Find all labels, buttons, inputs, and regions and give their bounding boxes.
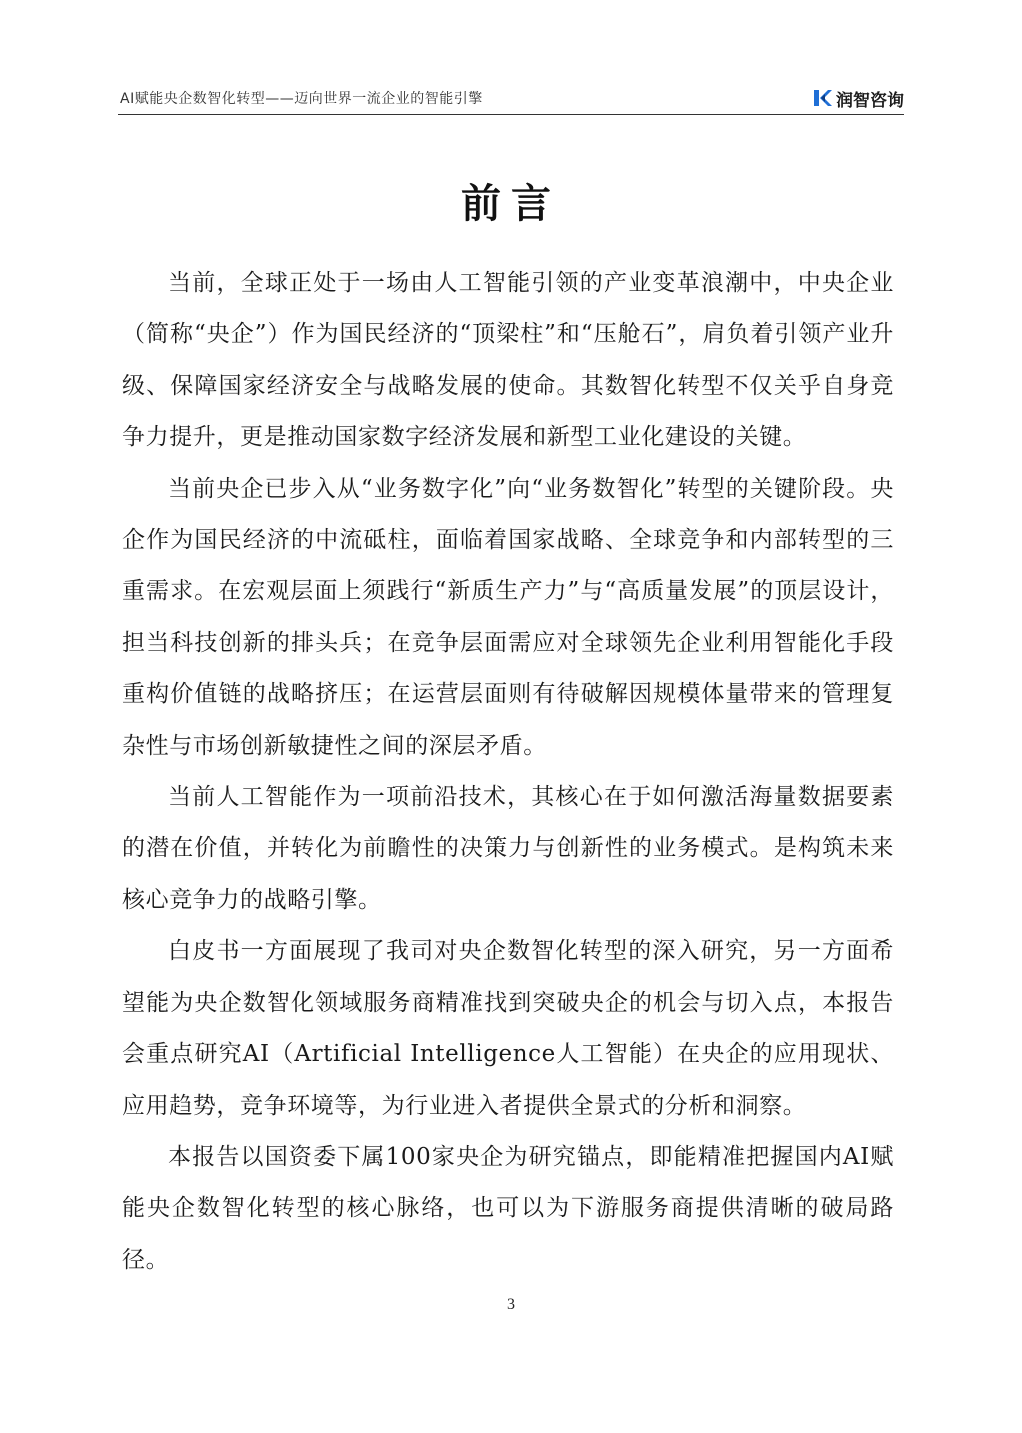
running-header <box>118 82 904 115</box>
k-mark-icon <box>811 87 833 109</box>
header-title: AI赋能央企数智化转型——迈向世界一流企业的智能引擎 <box>120 91 483 107</box>
paragraph-5: 本报告以国资委下属100家央企为研究锚点，即能精准把握国内AI赋能央企数智化转型的核心脉络，也可以为下游服务商提供清晰的破局路径。 <box>122 1143 894 1273</box>
logo-text: 润智咨询 <box>836 90 904 111</box>
body-text <box>122 258 894 1286</box>
paragraph-3: 当前人工智能作为一项前沿技术，其核心在于如何激活海量数据要素的潜在价值，并转化为前瞻性的决策力与创新性的业务模式。是构筑未来核心竞争力的战略引擎。 <box>122 784 894 913</box>
paragraph-1: 当前，全球正处于一场由人工智能引领的产业变革浪潮中，中央企业（简称“央企”）作为国民经济的“顶梁柱”和“压舱石”，肩负着引领产业升级、保障国家经济安全与战略发展的使命。其数智化转型不仅关乎自身竞争力提升，更是推动国家数字经济发展和新型工业化建设的关键。 <box>122 270 894 451</box>
paragraph-2: 当前央企已步入从“业务数字化”向“业务数智化”转型的关键阶段。央企作为国民经济的中流砥柱，面临着国家战略、全球竞争和内部转型的三重需求。在宏观层面上须践行“新质生产力”与“高质量发展”的顶层设计，担当科技创新的排头兵；在竞争层面需应对全球领先企业利用智能化手段重构价值链的战略挤压；在运营层面则有待破解因规模体量带来的管理复杂性与市场创新敏捷性之间的深层矛盾。 <box>122 475 894 759</box>
paragraph-4: 白皮书一方面展现了我司对央企数智化转型的深入研究，另一方面希望能为央企数智化领域服务商精准找到突破央企的机会与切入点，本报告会重点研究AI（Artificial Intelligence人工智能）在央企的应用现状、应用趋势，竞争环境等，为行业进入者提供全景式的分析和洞察。 <box>122 938 894 1119</box>
page-title: 前言 <box>461 181 561 227</box>
page-number: 3 <box>507 1296 515 1313</box>
company-logo <box>811 85 904 111</box>
